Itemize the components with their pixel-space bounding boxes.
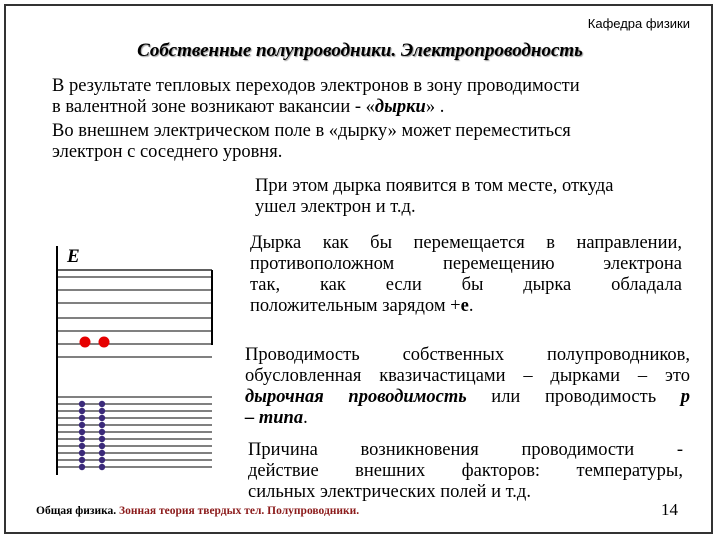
paragraph-1-line-1: В результате тепловых переходов электронов в зону проводимости: [52, 76, 580, 96]
paragraph-5-line-1: Проводимость собственных полупроводников,: [245, 345, 690, 365]
band-diagram: [52, 240, 222, 480]
footer-course: Общая физика.: [36, 505, 120, 517]
electron-excited: [99, 337, 110, 348]
electron: [99, 408, 105, 414]
text-span: положительным зарядом +: [250, 296, 461, 316]
electron: [79, 457, 85, 463]
paragraph-2-line-1: Во внешнем электрическом поле в «дырку» может переместиться: [52, 121, 571, 141]
text-span: » .: [425, 97, 445, 117]
paragraph-5-line-2: обусловленная квазичастицами – дырками – это: [245, 366, 690, 386]
paragraph-1-line-2: [52, 97, 692, 118]
electron: [99, 415, 105, 421]
paragraph-3-line-2: ушел электрон и т.д.: [255, 197, 416, 217]
electron-excited: [80, 337, 91, 348]
electron: [99, 401, 105, 407]
electron: [79, 429, 85, 435]
page-number: 14: [661, 500, 678, 519]
text-span: или проводимость: [466, 387, 681, 407]
paragraph-4: [250, 233, 682, 317]
electron: [79, 436, 85, 442]
p-type-letter: р: [680, 387, 690, 407]
paragraph-1: [52, 76, 692, 118]
electron: [79, 415, 85, 421]
department-label: Кафедра физики: [587, 16, 690, 31]
electron: [99, 422, 105, 428]
electron: [79, 401, 85, 407]
text-span: .: [468, 296, 474, 316]
electron: [99, 450, 105, 456]
diagram-background: [52, 240, 222, 480]
electron: [99, 464, 105, 470]
text-span: в валентной зоне возникают вакансии - «: [52, 97, 375, 117]
paragraph-5-line-3: [245, 387, 690, 408]
charge-symbol: е: [460, 296, 469, 316]
paragraph-4-line-2: противоположном перемещению электрона: [250, 254, 682, 274]
slide-title: Собственные полупроводники. Электропроводность: [137, 40, 583, 61]
electron: [99, 457, 105, 463]
hole-conductivity-term: дырочная проводимость: [245, 387, 467, 407]
footer-topic: Зонная теория твердых тел. Полупроводники.: [119, 505, 360, 517]
electron: [99, 429, 105, 435]
electron: [79, 408, 85, 414]
paragraph-6-line-2: действие внешних факторов: температуры,: [248, 461, 683, 481]
text-span: .: [303, 408, 308, 428]
paragraph-4-line-3: так, как если бы дырка обладала: [250, 275, 682, 295]
paragraph-2: [52, 121, 692, 163]
type-term: – типа: [245, 408, 304, 428]
electron: [79, 422, 85, 428]
electron: [79, 450, 85, 456]
energy-axis-label: E: [67, 246, 80, 267]
footer: [36, 505, 359, 517]
paragraph-2-line-2: электрон с соседнего уровня.: [52, 142, 283, 162]
paragraph-4-line-4: [250, 296, 682, 317]
paragraph-6-line-1: Причина возникновения проводимости -: [248, 440, 683, 460]
paragraph-6: [248, 440, 683, 503]
electron: [79, 464, 85, 470]
electron: [99, 436, 105, 442]
electron: [79, 443, 85, 449]
paragraph-5-line-4: [245, 408, 690, 429]
paragraph-3: [255, 176, 695, 218]
paragraph-5: [245, 345, 690, 429]
paragraph-4-line-1: Дырка как бы перемещается в направлении,: [250, 233, 682, 253]
electron: [99, 443, 105, 449]
holes-term: дырки: [374, 97, 426, 117]
paragraph-3-line-1: При этом дырка появится в том месте, откуда: [255, 176, 614, 196]
paragraph-6-line-3: сильных электрических полей и т.д.: [248, 482, 531, 502]
